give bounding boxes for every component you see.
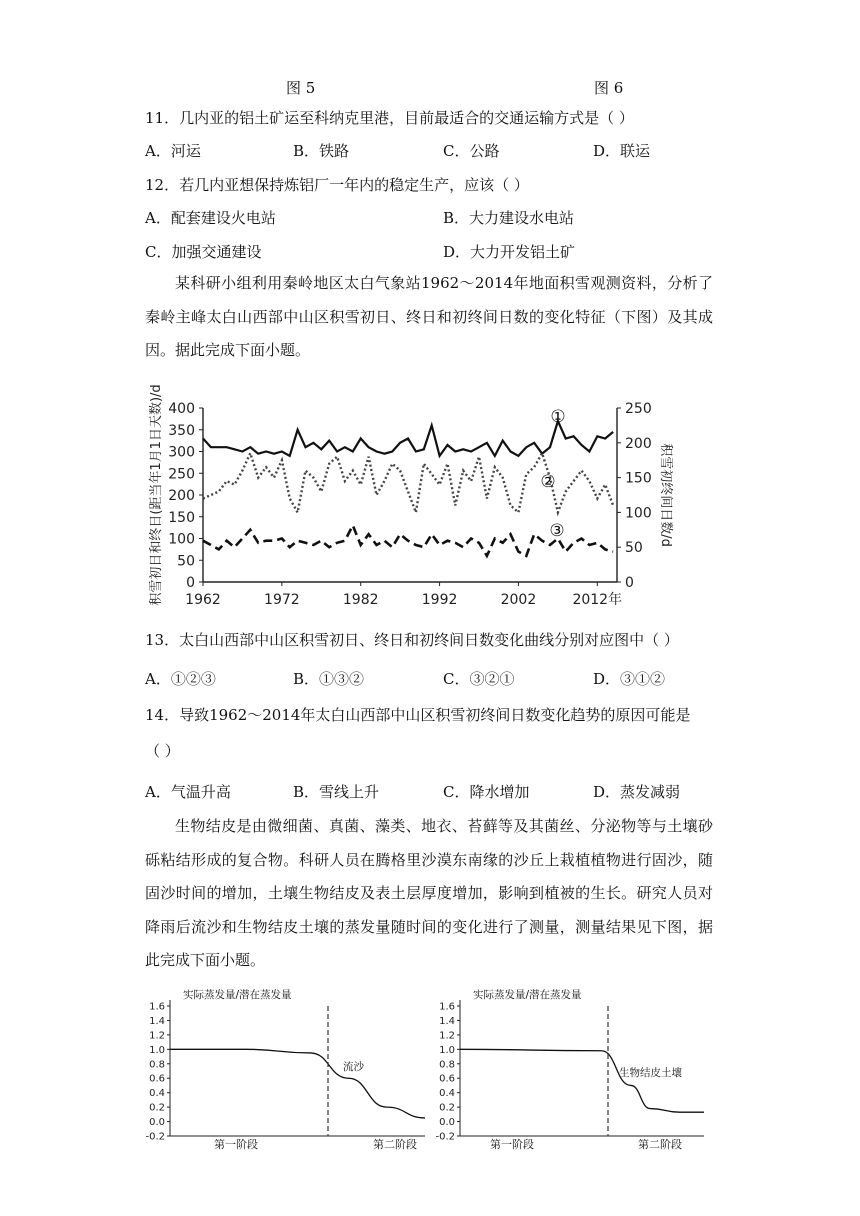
q13-option-a: A．①②③ (145, 670, 216, 688)
chart-title: 实际蒸发量/潜在蒸发量 (473, 989, 582, 1001)
y-tick-label: 1.6 (439, 1001, 455, 1013)
q12-option-b: B．大力建设水电站 (443, 209, 575, 227)
y-tick-label: -0.2 (145, 1131, 165, 1143)
left-tick-label: 50 (177, 553, 195, 570)
right-tick-label: 200 (625, 435, 652, 452)
stage-2-label: 第二阶段 (638, 1138, 682, 1150)
q12-option-a: A．配套建设火电站 (145, 209, 276, 227)
evaporation-chart-sand (143, 984, 428, 1150)
y-tick-label: 0.2 (149, 1102, 165, 1114)
y-tick-label: 0.8 (149, 1059, 165, 1071)
y-tick-label: 1.2 (439, 1030, 455, 1042)
y-tick-label: 0.4 (439, 1088, 455, 1100)
x-tick-label: 2012年 (572, 592, 623, 608)
y-tick-label: 1.6 (149, 1001, 165, 1013)
series-3-label: ③ (549, 521, 565, 541)
left-tick-label: 350 (168, 422, 195, 439)
left-tick-label: 400 (168, 401, 195, 417)
y-tick-label: 0.6 (439, 1073, 455, 1085)
right-tick-label: 100 (625, 505, 652, 522)
question-12-stem: 12．若几内亚想保持炼铝厂一年内的稳定生产，应该（ ） (145, 176, 529, 194)
q12-option-d: D．大力开发铝土矿 (443, 243, 576, 261)
right-tick-label: 0 (625, 575, 634, 591)
evaporation-curve (460, 1049, 704, 1112)
q12-option-c: C．加强交通建设 (145, 243, 262, 261)
y-tick-label: 0.0 (149, 1117, 165, 1129)
left-tick-label: 100 (168, 531, 195, 548)
y-tick-label: -0.2 (435, 1131, 455, 1143)
stage-1-label: 第一阶段 (214, 1138, 258, 1150)
curve-annotation: 生物结皮土壤 (619, 1067, 682, 1079)
left-tick-label: 300 (168, 444, 195, 461)
y-tick-label: 1.4 (439, 1015, 455, 1027)
x-tick-label: 1962 (185, 592, 221, 608)
y-tick-label: 0.0 (439, 1117, 455, 1129)
question-14-paren: （ ） (145, 742, 180, 760)
y-tick-label: 0.4 (149, 1088, 165, 1100)
right-axis-title: 积雪初终间日数/d (658, 443, 673, 547)
right-tick-label: 250 (625, 401, 652, 417)
stage-1-label: 第一阶段 (490, 1138, 534, 1150)
x-tick-label: 1982 (342, 592, 379, 608)
q11-option-c: C．公路 (443, 142, 500, 160)
question-14-stem: 14．导致1962～2014年太白山西部中山区积雪初终间日数变化趋势的原因可能是 (145, 706, 691, 724)
series-1-label: ① (550, 407, 566, 427)
y-tick-label: 0.2 (439, 1102, 455, 1114)
y-tick-label: 1.0 (149, 1044, 165, 1056)
left-axis-title: 积雪初日和终日(距当年1月1日天数)/d (149, 384, 164, 606)
q11-option-b: B．铁路 (293, 142, 350, 160)
figure-5-label: 图 5 (286, 79, 316, 97)
x-tick-label: 1972 (264, 592, 300, 608)
x-tick-label: 1992 (421, 592, 458, 608)
figure-6-label: 图 6 (594, 79, 624, 97)
left-tick-label: 0 (186, 575, 195, 591)
passage-snow: 某科研小组利用秦岭地区太白气象站1962～2014年地面积雪观测资料，分析了秦岭主峰太白山西部中山区积雪初日、终日和初终间日数的变化特征（下图）及其成因。据此完成下面小题。 (145, 274, 713, 359)
y-tick-label: 1.2 (149, 1030, 165, 1042)
question-13-stem: 13．太白山西部中山区积雪初日、终日和初终间日数变化曲线分别对应图中（ ） (145, 631, 679, 649)
left-tick-label: 200 (168, 488, 195, 504)
q13-option-c: C．③②① (443, 670, 515, 688)
q14-option-c: C．降水增加 (443, 783, 530, 801)
curve-annotation: 流沙 (343, 1061, 364, 1073)
x-tick-label: 2002 (500, 592, 537, 608)
q13-option-b: B．①③② (293, 670, 365, 688)
right-tick-label: 150 (625, 470, 652, 487)
stage-2-label: 第二阶段 (373, 1138, 417, 1150)
q14-option-d: D．蒸发减弱 (593, 783, 681, 801)
series-2-label: ② (540, 472, 556, 492)
q11-option-a: A．河运 (145, 142, 201, 160)
question-11-stem: 11．几内亚的铝土矿运至科纳克里港，目前最适合的交通运输方式是（ ） (145, 109, 634, 127)
evaporation-chart-biocrust (430, 984, 715, 1150)
y-tick-label: 1.0 (439, 1044, 455, 1056)
passage-biocrust: 生物结皮是由微细菌、真菌、藻类、地衣、苔藓等及其菌丝、分泌物等与土壤砂砾粘结形成的复合物。科研人员在腾格里沙漠东南缘的沙丘上栽植植物进行固沙，随固沙时间的增加，土壤生物结皮及表土层厚度增加，影响到植被的生长。研究人员对降雨后流沙和生物结皮土壤的蒸发量随时间的变化进行了测量，测量结果见下图，据此完成下面小题。 (145, 817, 713, 969)
q11-option-d: D．联运 (593, 142, 651, 160)
right-tick-label: 50 (625, 540, 643, 557)
y-tick-label: 1.4 (149, 1015, 165, 1027)
snow-chart (145, 376, 680, 610)
chart-title: 实际蒸发量/潜在蒸发量 (183, 989, 292, 1001)
evaporation-curve (170, 1049, 425, 1118)
q14-option-a: A．气温升高 (145, 783, 231, 801)
left-tick-label: 250 (168, 466, 195, 483)
left-tick-label: 150 (168, 509, 195, 526)
y-tick-label: 0.6 (149, 1073, 165, 1085)
q13-option-d: D．③①② (593, 670, 666, 688)
y-tick-label: 0.8 (439, 1059, 455, 1071)
q14-option-b: B．雪线上升 (293, 783, 380, 801)
